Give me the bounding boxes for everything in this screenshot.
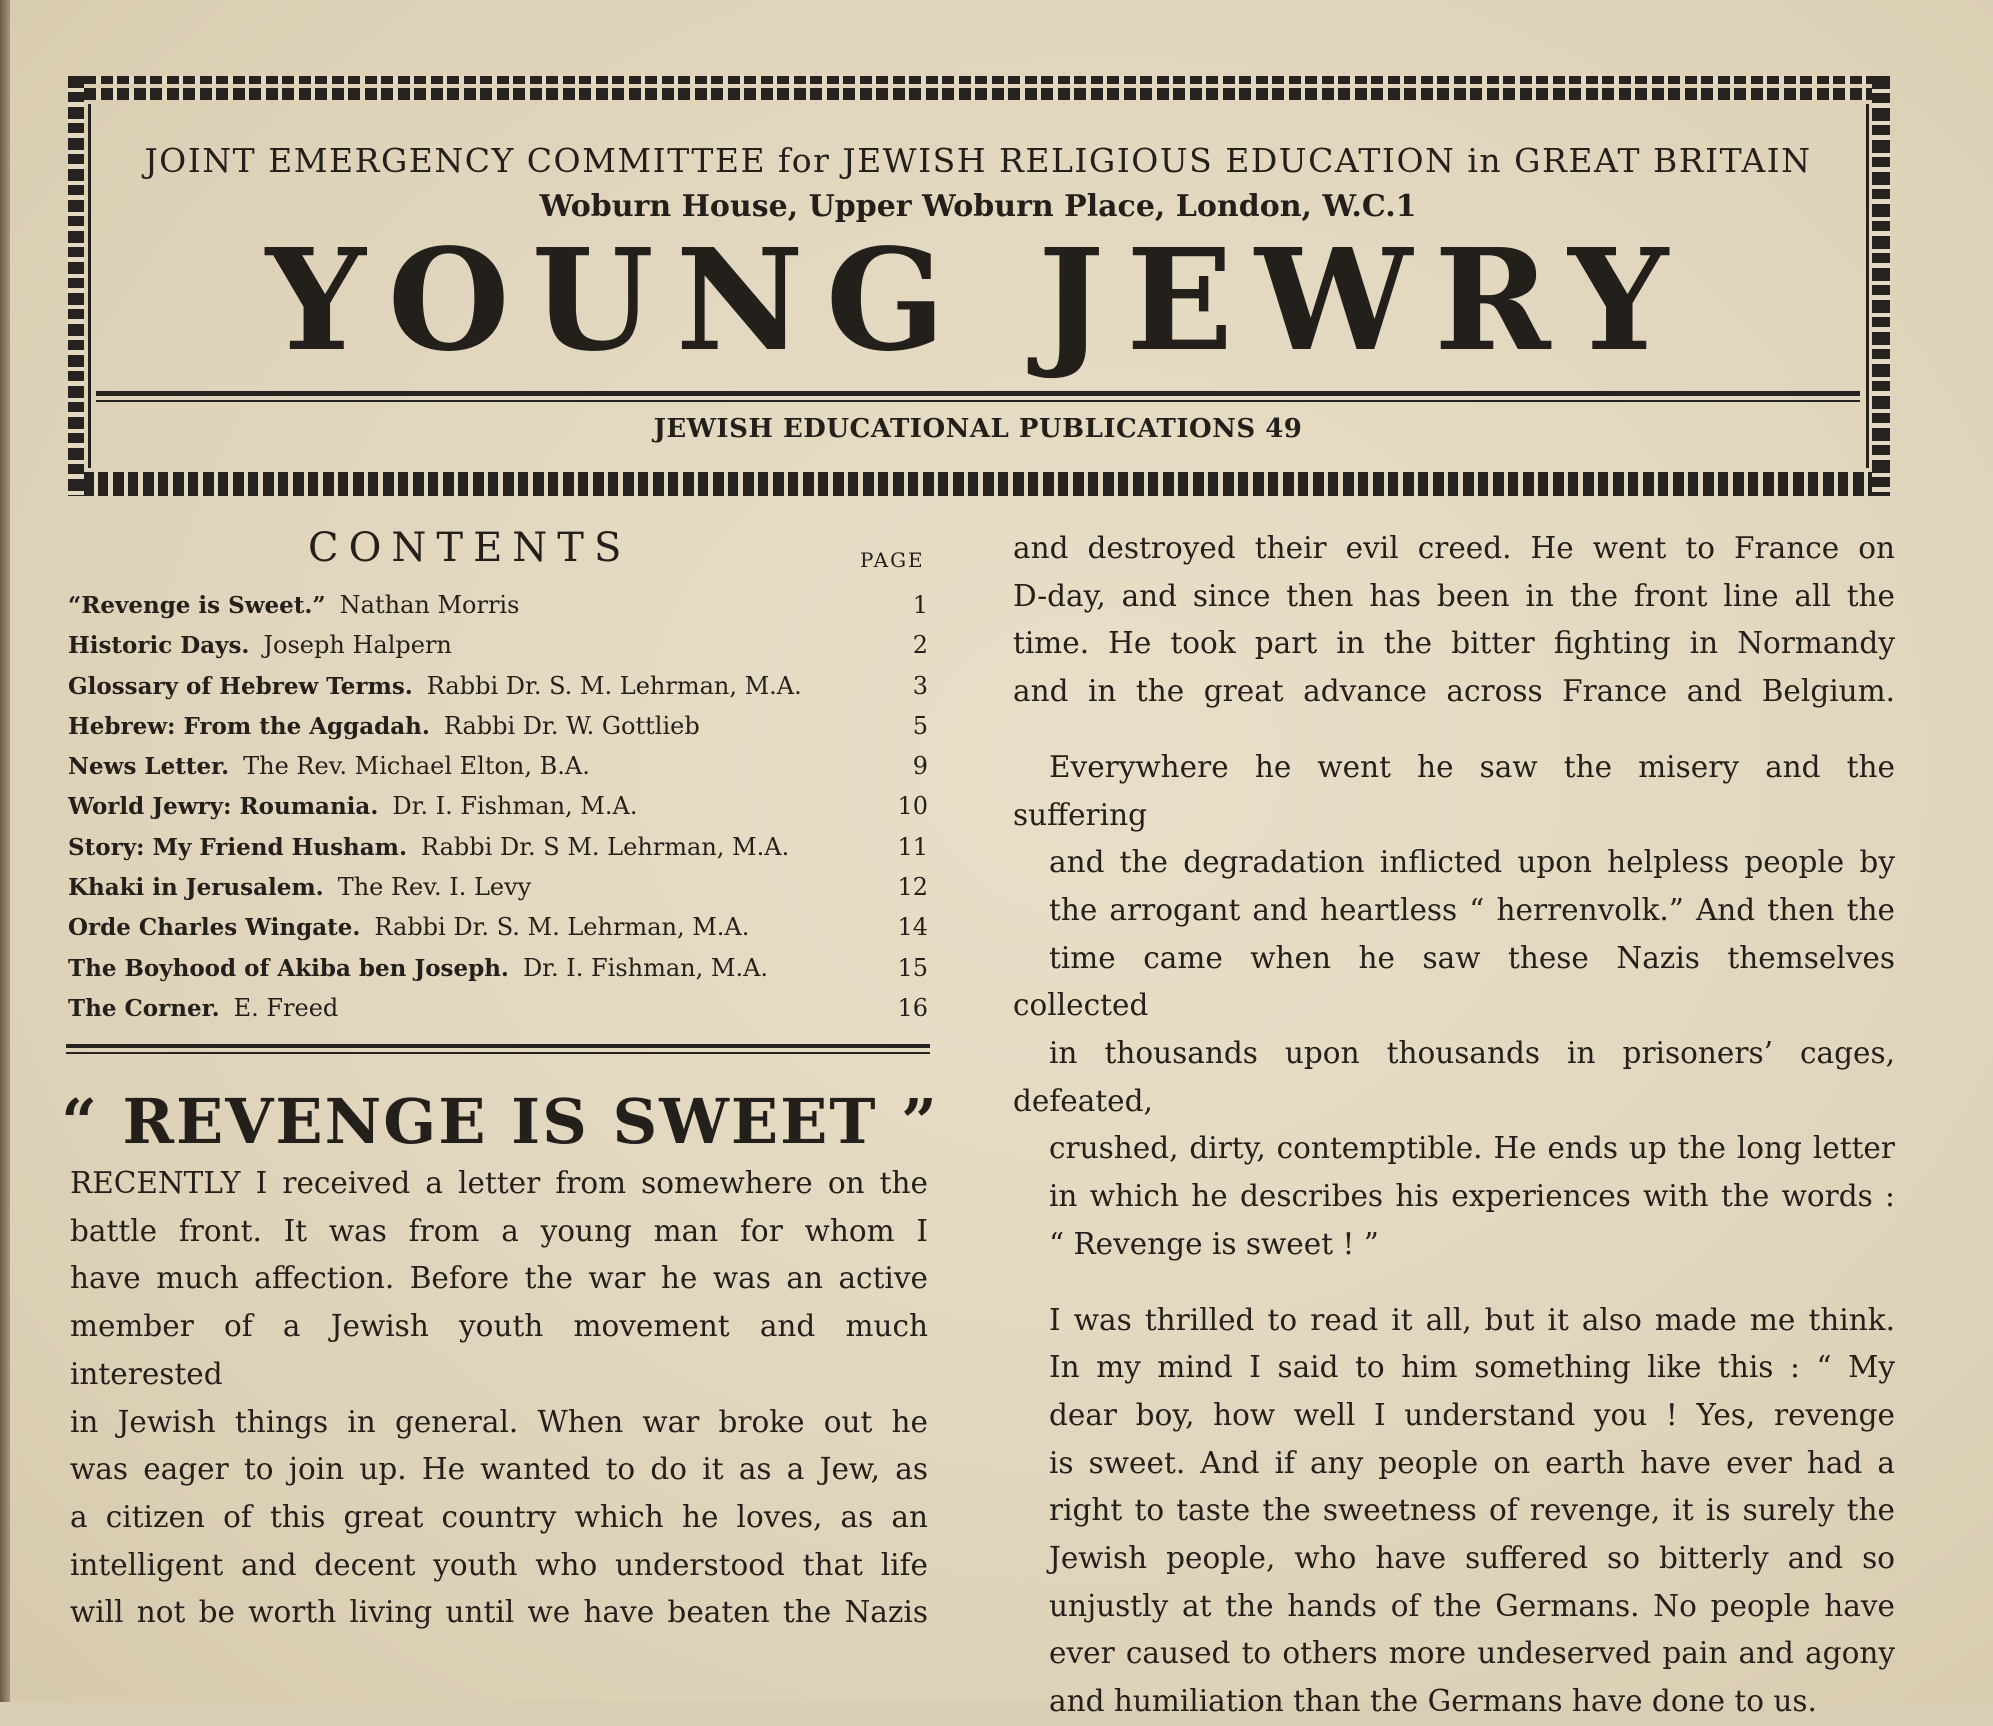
contents-entry-title: Khaki in Jerusalem. bbox=[68, 874, 324, 902]
contents-entry-title: World Jewry: Roumania. bbox=[68, 793, 379, 821]
text-line: RECENTLY I received a letter from somewhere on the bbox=[70, 1166, 928, 1200]
text-line: intelligent and decent youth who understood that life bbox=[70, 1547, 928, 1582]
text-line: D-day, and since then has been in the front line all the bbox=[1013, 578, 1895, 613]
contents-heading: CONTENTS bbox=[308, 525, 632, 571]
committee-name: JOINT EMERGENCY COMMITTEE for JEWISH RELIGIOUS EDUCATION in GREAT BRITAIN bbox=[144, 141, 1812, 180]
article-paragraph bbox=[1013, 525, 1895, 716]
contents-entry-page: 9 bbox=[912, 752, 928, 781]
contents-entry-title: The Boyhood of Akiba ben Joseph. bbox=[68, 954, 509, 982]
contents-entry-author: Dr. I. Fishman, M.A. bbox=[522, 953, 769, 982]
text-line: and humiliation than the Germans have done to us. bbox=[1049, 1684, 1817, 1719]
text-line: Everywhere he went he saw the misery and the suffering bbox=[1013, 749, 1895, 832]
text-line: time. He took part in the bitter fighting in Normandy bbox=[1013, 626, 1895, 661]
magazine-title: YOUNG JEWRY bbox=[265, 219, 1691, 383]
text-line: the arrogant and heartless “ herrenvolk.” And then the bbox=[1049, 892, 1895, 927]
text-line: in thousands upon thousands in prisoners’ cages, defeated, bbox=[1013, 1036, 1895, 1118]
article-paragraph bbox=[1013, 1297, 1895, 1726]
committee-address: Woburn House, Upper Woburn Place, London, W.C.1 bbox=[539, 189, 1417, 224]
text-line: time came when he saw these Nazis themselves collected bbox=[1013, 940, 1895, 1023]
masthead-border-bottom bbox=[68, 472, 1888, 496]
contents-entry-author: The Rev. I. Levy bbox=[337, 873, 532, 902]
contents-entry-page: 5 bbox=[912, 711, 928, 740]
contents-entry bbox=[68, 585, 928, 625]
contents-entry-page: 16 bbox=[897, 993, 928, 1022]
article-column-right bbox=[1013, 525, 1895, 1726]
text-line: was eager to join up. He wanted to do it as a Jew, as bbox=[70, 1452, 928, 1487]
text-line: will not be worth living until we have beaten the Nazis bbox=[70, 1595, 928, 1630]
text-line: unjustly at the hands of the Germans. No people have bbox=[1049, 1588, 1895, 1623]
contents-page-label: PAGE bbox=[860, 548, 925, 572]
contents-rule-thin bbox=[66, 1052, 930, 1054]
text-line: battle front. It was from a young man for whom I bbox=[70, 1213, 928, 1248]
contents-entry-author: Joseph Halpern bbox=[263, 631, 452, 660]
contents-entry-author: The Rev. Michael Elton, B.A. bbox=[243, 752, 590, 781]
masthead-border-top bbox=[68, 76, 1888, 100]
contents-entry-title: Glossary of Hebrew Terms. bbox=[68, 672, 413, 700]
text-line: Jewish people, who have suffered so bitterly and so bbox=[1049, 1541, 1895, 1576]
text-line: dear boy, how well I understand you ! Yes, revenge bbox=[1049, 1397, 1895, 1432]
text-line: is sweet. And if any people on earth have ever had a bbox=[1049, 1445, 1895, 1480]
masthead-rule-thin bbox=[96, 400, 1860, 402]
text-line: and destroyed their evil creed. He went to France on bbox=[1013, 531, 1895, 565]
contents-entry-author: Rabbi Dr. W. Gottlieb bbox=[443, 711, 700, 740]
text-line: member of a Jewish youth movement and much interested bbox=[70, 1309, 928, 1391]
contents-entry-page: 14 bbox=[897, 913, 928, 942]
text-line: have much affection. Before the war he was an active bbox=[70, 1261, 928, 1296]
contents-entry-page: 12 bbox=[897, 873, 928, 902]
article-paragraph bbox=[1013, 744, 1895, 1269]
contents-entry-title: The Corner. bbox=[68, 994, 220, 1022]
text-line: right to taste the sweetness of revenge, it is surely the bbox=[1049, 1493, 1895, 1528]
contents-entry-title: Hebrew: From the Aggadah. bbox=[68, 712, 430, 740]
contents-rule-thick bbox=[66, 1044, 930, 1048]
article-paragraph bbox=[70, 1160, 928, 1637]
contents-entry-page: 15 bbox=[897, 953, 928, 982]
masthead-rule-thick bbox=[96, 391, 1860, 396]
contents-entry-page: 11 bbox=[897, 832, 928, 861]
contents-entry-author: Rabbi Dr. S. M. Lehrman, M.A. bbox=[374, 913, 750, 942]
text-line: In my mind I said to him something like this : “ My bbox=[1049, 1350, 1895, 1385]
contents-entry-author: Dr. I. Fishman, M.A. bbox=[392, 792, 638, 821]
contents-entry bbox=[68, 867, 928, 907]
contents-entry bbox=[68, 786, 928, 826]
contents-entry bbox=[68, 625, 928, 665]
contents-entry-page: 1 bbox=[912, 591, 928, 619]
contents-entry bbox=[68, 948, 928, 988]
contents-entry-author: E. Freed bbox=[233, 993, 339, 1022]
contents-entry bbox=[68, 907, 928, 947]
text-line: in Jewish things in general. When war broke out he bbox=[70, 1404, 928, 1439]
masthead bbox=[68, 76, 1888, 500]
contents-entry-page: 2 bbox=[912, 631, 928, 660]
contents-entry-page: 10 bbox=[897, 792, 928, 821]
magazine-page bbox=[10, 0, 1993, 1719]
contents-entry-title: News Letter. bbox=[68, 753, 230, 781]
text-line: ever caused to others more undeserved pain and agony bbox=[1049, 1636, 1895, 1671]
contents-entry-author: Rabbi Dr. S M. Lehrman, M.A. bbox=[420, 832, 790, 861]
contents-entry-author: Nathan Morris bbox=[339, 591, 520, 619]
article-title: “ REVENGE IS SWEET ” bbox=[61, 1085, 939, 1158]
text-line: in which he describes his experiences with the words : bbox=[1049, 1179, 1895, 1214]
contents-entry bbox=[68, 746, 928, 786]
text-line: I was thrilled to read it all, but it also made me think. bbox=[1049, 1302, 1895, 1337]
contents-entry-author: Rabbi Dr. S. M. Lehrman, M.A. bbox=[426, 671, 802, 700]
table-of-contents bbox=[68, 585, 928, 1028]
contents-entry-title: “Revenge is Sweet.” bbox=[68, 592, 326, 619]
text-line: a citizen of this great country which he loves, as an bbox=[70, 1499, 928, 1534]
article-column-left bbox=[70, 1160, 928, 1637]
publication-number: JEWISH EDUCATIONAL PUBLICATIONS 49 bbox=[653, 414, 1303, 444]
contents-entry-title: Orde Charles Wingate. bbox=[68, 914, 361, 942]
contents-entry-title: Historic Days. bbox=[68, 632, 250, 660]
text-line: crushed, dirty, contemptible. He ends up the long letter bbox=[1049, 1131, 1895, 1166]
contents-entry-title: Story: My Friend Husham. bbox=[68, 833, 407, 861]
contents-entry bbox=[68, 706, 928, 746]
contents-entry bbox=[68, 827, 928, 867]
text-line: “ Revenge is sweet ! ” bbox=[1049, 1226, 1379, 1261]
text-line: and in the great advance across France and Belgium. bbox=[1013, 674, 1895, 709]
contents-entry-page: 3 bbox=[912, 671, 928, 700]
contents-entry bbox=[68, 666, 928, 706]
contents-entry bbox=[68, 988, 928, 1028]
text-line: and the degradation inflicted upon helpless people by bbox=[1049, 845, 1895, 880]
